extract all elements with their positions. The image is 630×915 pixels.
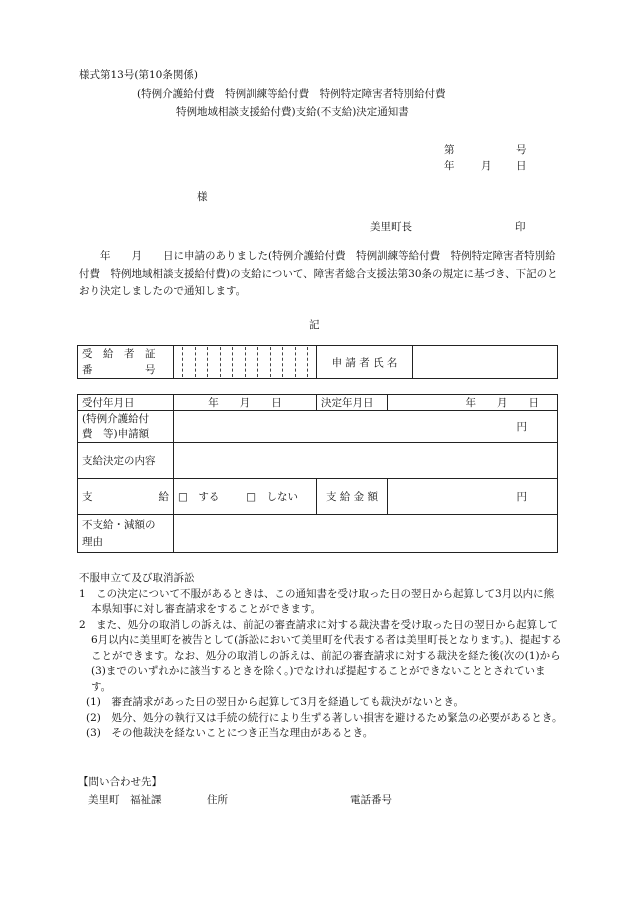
contact-heading: 【問い合わせ先】 [78, 776, 162, 788]
decision-date-value[interactable]: 年 月 日 [388, 395, 558, 411]
rejection-reason-value[interactable] [174, 515, 558, 553]
payment-amount-label: 支 給 金 額 [317, 479, 388, 515]
yen-unit: 円 [516, 421, 527, 433]
option-pay-checkbox[interactable]: □ する [178, 491, 220, 503]
decision-table [77, 394, 558, 553]
yen-unit: 円 [516, 491, 527, 503]
payment-amount-value[interactable] [388, 479, 558, 515]
doc-number-suffix: 号 [516, 144, 527, 156]
appeal-item-1: 1 この決定について不服があるときは、この通知書を受け取った日の翌日から起算して3月以内に熊本県知事に対し審査請求をすることができます。 [79, 587, 555, 615]
appeal-subitem-2: (2) 処分、処分の執行又は手続の続行により生ずる著しい損害を避けるため緊急の必要があるとき。 [86, 711, 563, 724]
ki-heading: 記 [309, 319, 320, 331]
date-month: 月 [481, 160, 492, 172]
appeal-heading: 不服申立て及び取消訴訟 [79, 572, 195, 584]
appeal-subitem-3: (3) その他裁決を経ないことにつき正当な理由があるとき。 [86, 727, 374, 739]
contact-office: 美里町 福祉課 [88, 794, 162, 806]
date-year: 年 [444, 160, 455, 172]
applicant-name-field[interactable] [413, 346, 558, 379]
date-day: 日 [516, 160, 527, 172]
contact-phone-label: 電話番号 [350, 794, 392, 806]
payment-options [174, 479, 317, 515]
recipient-table [77, 345, 558, 379]
doc-number-prefix: 第 [444, 144, 455, 156]
document-title-line2: 特例地域相談支援給付費)支給(不支給)決定通知書 [176, 106, 409, 118]
application-amount-value[interactable] [174, 411, 558, 443]
decision-date-label: 決定年月日 [317, 395, 388, 411]
certificate-number-boxes[interactable] [174, 346, 317, 379]
form-number: 様式第13号(第10条関係) [79, 69, 198, 81]
application-amount-label: (特例介護給付 費 等)申請額 [78, 411, 174, 443]
contact-address-label: 住所 [207, 794, 228, 806]
seal-mark: 印 [515, 221, 526, 233]
appeal-subitem-1: (1) 審査請求があった日の翌日から起算して3月を経過しても裁決がないとき。 [86, 696, 465, 708]
option-nopay-checkbox[interactable]: □ しない [246, 491, 299, 503]
decision-content-label: 支給決定の内容 [78, 443, 174, 479]
addressee-honorific: 様 [197, 191, 208, 203]
received-date-value[interactable]: 年 月 日 [174, 395, 317, 411]
payment-label: 支 給 [78, 479, 174, 515]
received-date-label: 受付年月日 [78, 395, 174, 411]
notice-paragraph: 年 月 日に申請のありました(特例介護給付費 特例訓練等給付費 特例特定障害者特別給付費 特例地域相談支援給付費)の支給について、障害者総合支援法第30条の規定に基づき、下記のとおり決定しましたので通知します。 [79, 250, 558, 297]
applicant-name-label: 申 請 者 氏 名 [317, 346, 413, 379]
appeal-item-2: 2 また、処分の取消しの訴えは、前記の審査請求に対する裁決書を受け取った日の翌日から起算して6月以内に美里町を被告として(訴訟において美里町を代表する者は美里町長となります。)、提起することができます。なお、処分の取消しの訴えは、前記の審査請求に対する裁決を経た後(次の(1)から(3)までのいずれかに該当するときを除く。)でなければ提起することができないこととされています。 [79, 618, 562, 693]
sender-mayor: 美里町長 [370, 221, 412, 233]
document-title-line1: (特例介護給付費 特例訓練等給付費 特例特定障害者特別給付費 [137, 88, 446, 100]
rejection-reason-label: 不支給・減額の 理由 [78, 515, 174, 553]
decision-content-value[interactable] [174, 443, 558, 479]
certificate-number-label: 受 給 者 証 番 号 [78, 346, 174, 379]
appeal-section [79, 571, 563, 742]
